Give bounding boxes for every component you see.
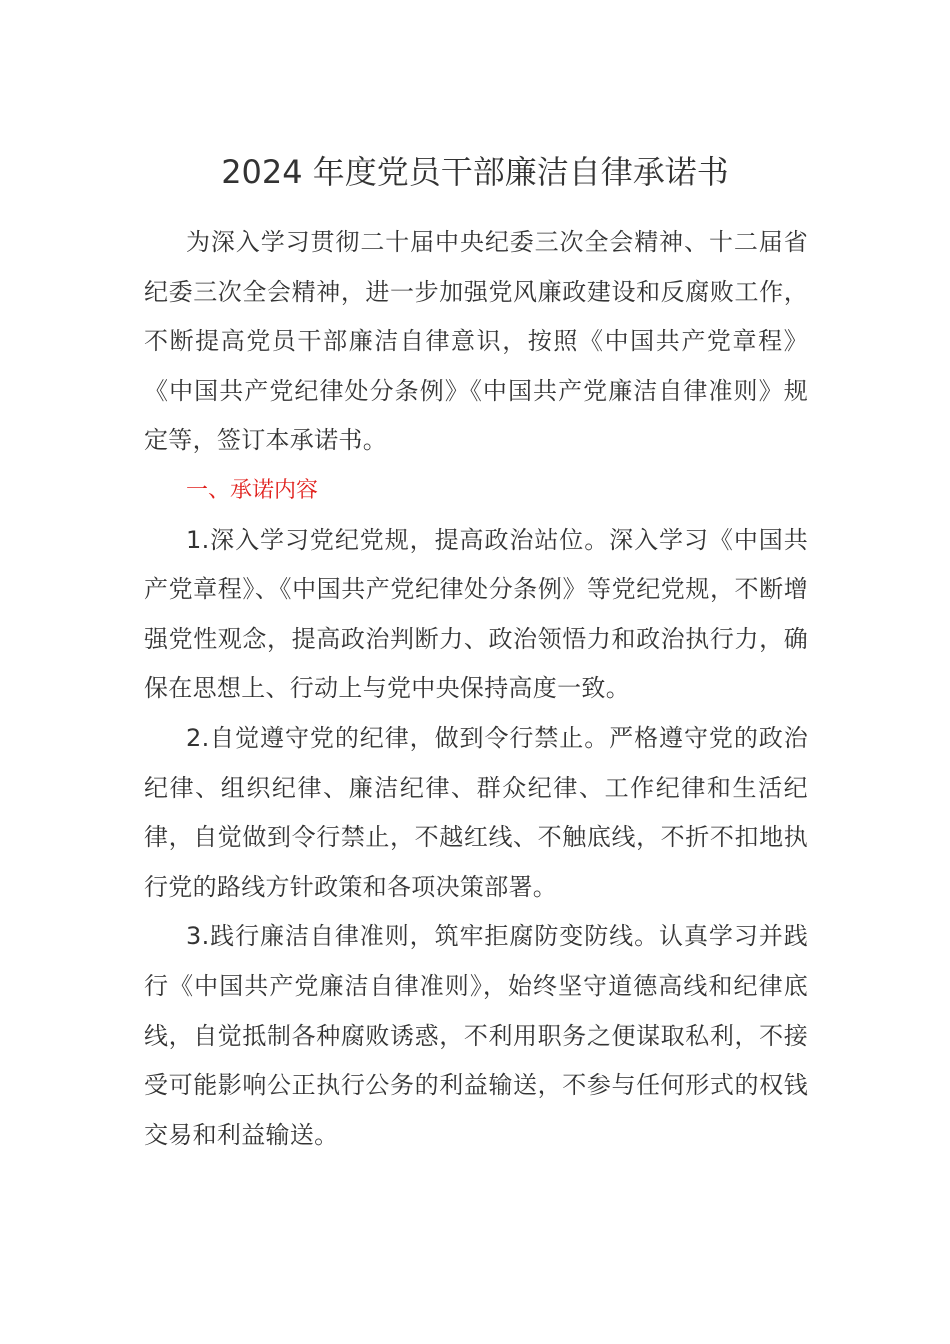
document-body <box>144 218 808 1160</box>
intro-paragraph: 为深入学习贯彻二十届中央纪委三次全会精神、十二届省纪委三次全会精神，进一步加强党风廉政建设和反腐败工作，不断提高党员干部廉洁自律意识，按照《中国共产党章程》《中国共产党纪律处分条例》《中国共产党廉洁自律准则》规定等，签订本承诺书。 <box>144 228 808 455</box>
commitment-item-3: 3.践行廉洁自律准则，筑牢拒腐防变防线。认真学习并践行《中国共产党廉洁自律准则》，始终坚守道德高线和纪律底线，自觉抵制各种腐败诱惑，不利用职务之便谋取私利，不接受可能影响公正执行公务的利益输送，不参与任何形式的权钱交易和利益输送。 <box>144 922 808 1149</box>
document-title: 2024 年度党员干部廉洁自律承诺书 <box>221 153 729 191</box>
section-heading: 一、承诺内容 <box>186 477 319 503</box>
commitment-item-2: 2.自觉遵守党的纪律，做到令行禁止。严格遵守党的政治纪律、组织纪律、廉洁纪律、群众纪律、工作纪律和生活纪律，自觉做到令行禁止，不越红线、不触底线，不折不扣地执行党的路线方针政策和各项决策部署。 <box>144 723 808 901</box>
commitment-item-1: 1.深入学习党纪党规，提高政治站位。深入学习《中国共产党章程》、《中国共产党纪律处分条例》等党纪党规，不断增强党性观念，提高政治判断力、政治领悟力和政治执行力，确保在思想上、行动上与党中央保持高度一致。 <box>144 525 808 703</box>
